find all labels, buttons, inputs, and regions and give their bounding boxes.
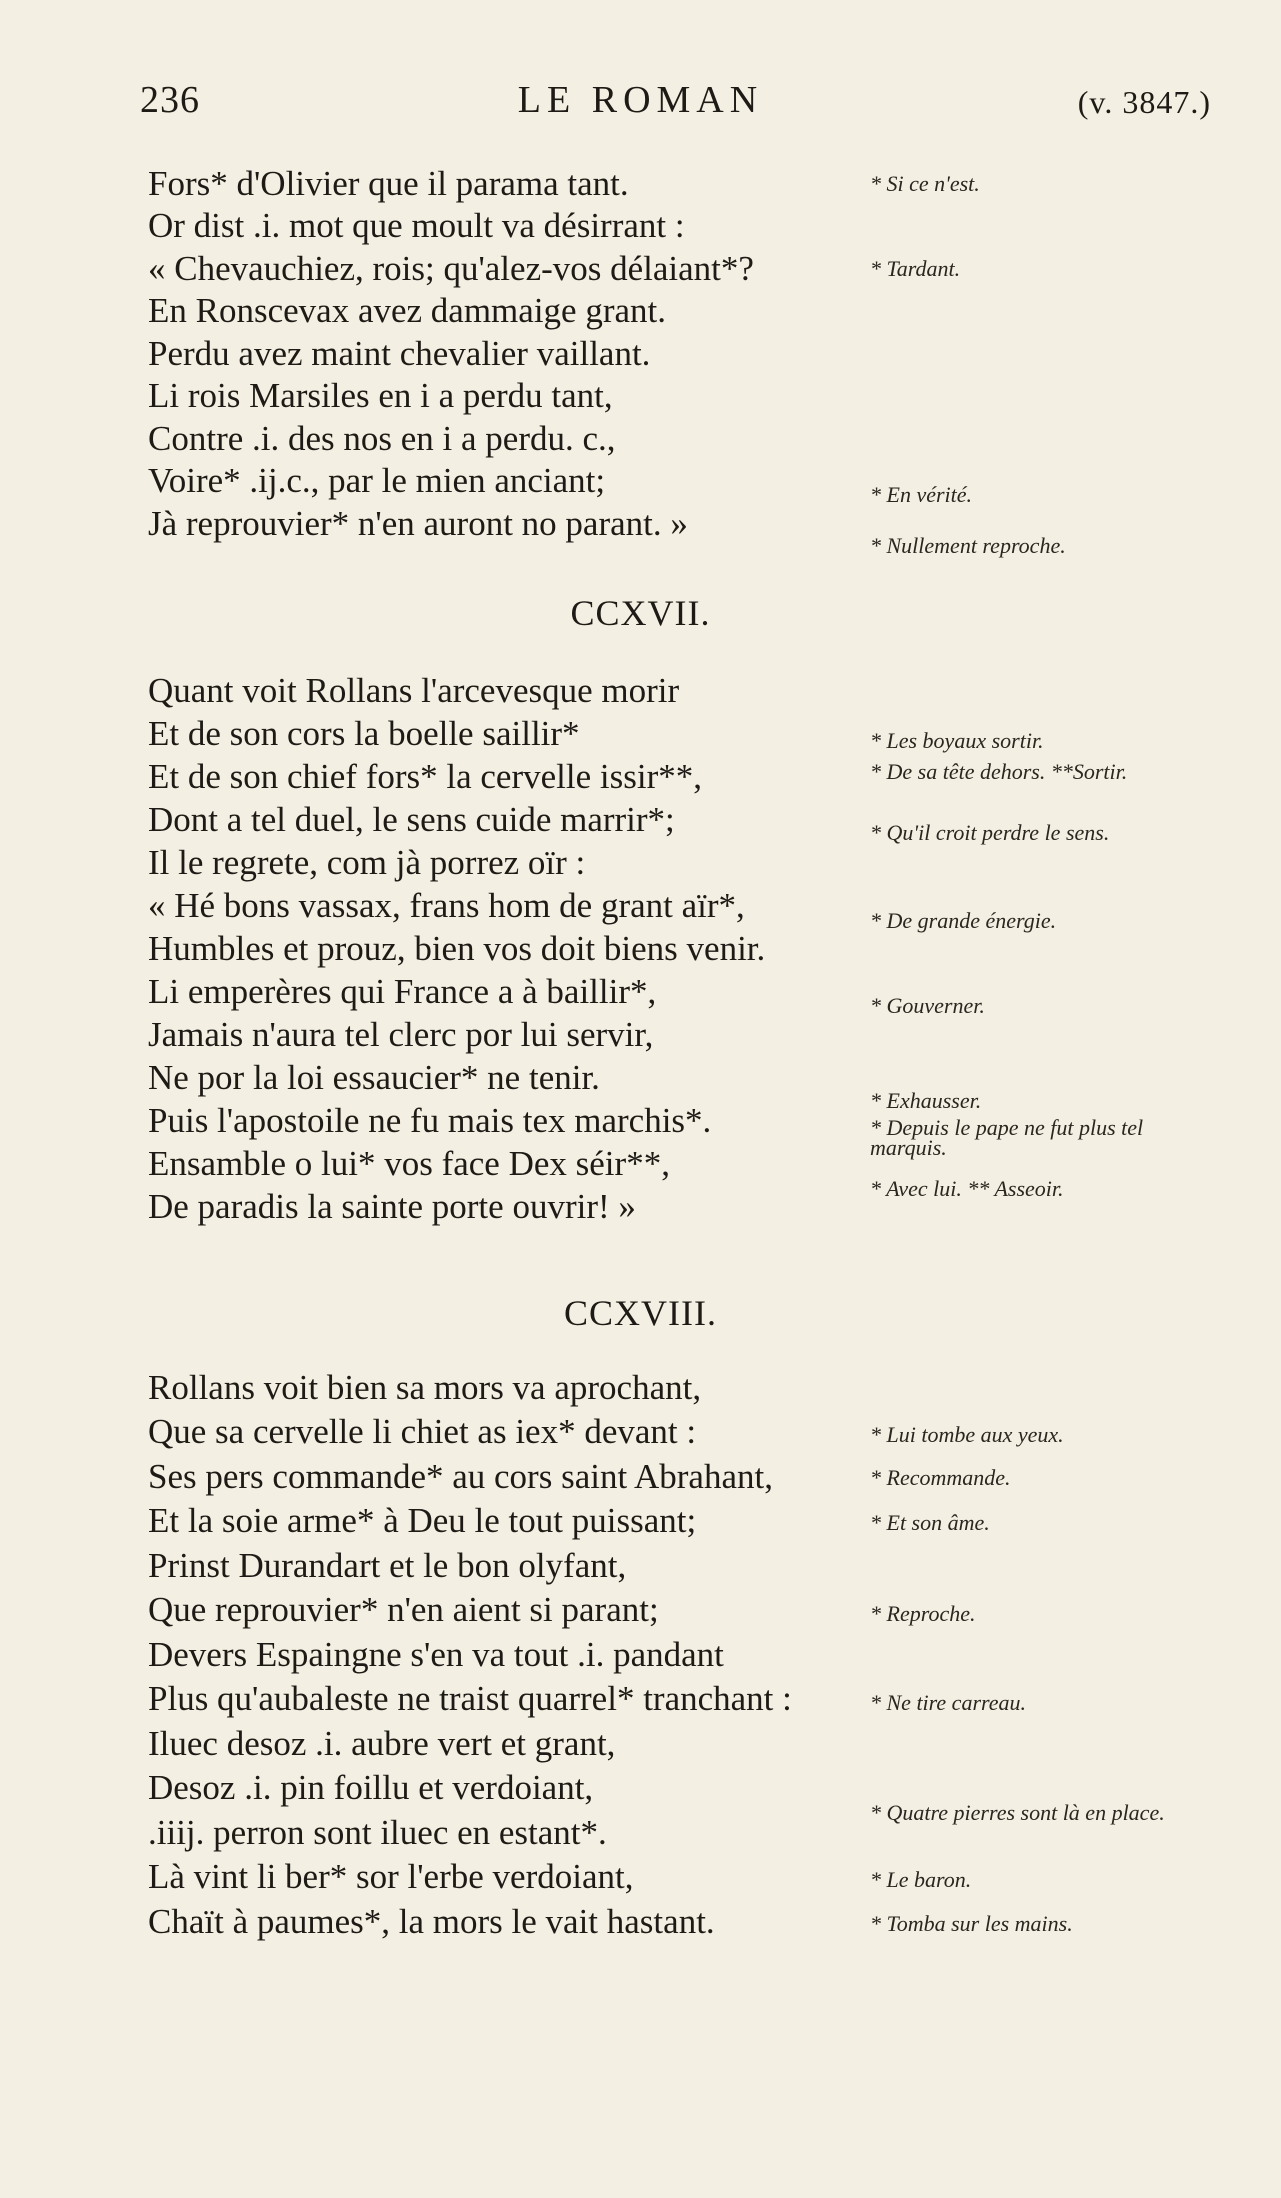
margin-note: * Reproche. (870, 1601, 976, 1626)
verse-line: Que sa cervelle li chiet as iex* devant : (148, 1412, 697, 1451)
margin-note: * Ne tire carreau. (870, 1690, 1027, 1715)
margin-note: * Et son âme. (870, 1510, 990, 1535)
verse-line: Chaït à paumes*, la mors le vait hastant. (148, 1902, 715, 1941)
verse-line: De paradis la sainte porte ouvrir! » (148, 1187, 636, 1226)
verse-line: Puis l'apostoile ne fu mais tex marchis*. (148, 1101, 712, 1140)
margin-note: * Qu'il croit perdre le sens. (870, 820, 1110, 845)
margin-note: * Depuis le pape ne fut plus tel marquis. (870, 1115, 1144, 1160)
margin-note: * Lui tombe aux yeux. (870, 1422, 1064, 1447)
verse-line: Devers Espaingne s'en va tout .i. pandant (148, 1635, 724, 1674)
verse-line: Et de son cors la boelle saillir* (148, 714, 580, 753)
verse-line: Fors* d'Olivier que il parama tant. (148, 164, 629, 203)
verse-line: Li emperères qui France a à baillir*, (148, 972, 657, 1011)
margin-note: * Tardant. (870, 256, 961, 281)
verse-line: Il le regrete, com jà porrez oïr : (148, 843, 586, 882)
verse-line: Prinst Durandart et le bon olyfant, (148, 1546, 627, 1585)
margin-note: * Nullement reproche. (870, 533, 1066, 558)
margin-note: * Si ce n'est. (870, 171, 980, 196)
verse-line: Ensamble o lui* vos face Dex séir**, (148, 1144, 670, 1183)
verse-reference: (v. 3847.) (1077, 84, 1211, 120)
verse-line: Desoz .i. pin foillu et verdoiant, (148, 1768, 594, 1807)
section-heading: CCXVIII. (564, 1293, 717, 1333)
margin-note: * En vérité. (870, 482, 973, 507)
verse-line: Li rois Marsiles en i a perdu tant, (148, 376, 613, 415)
margin-note: * Exhausser. (870, 1088, 982, 1113)
margin-note: * De grande énergie. (870, 908, 1057, 933)
verse-line: Humbles et prouz, bien vos doit biens venir. (148, 929, 766, 968)
page-number: 236 (140, 79, 200, 121)
verse-line: .iiij. perron sont iluec en estant*. (148, 1813, 607, 1852)
verse-line: Jamais n'aura tel clerc por lui servir, (148, 1015, 654, 1054)
running-title: LE ROMAN (517, 79, 764, 121)
verse-line: Rollans voit bien sa mors va aprochant, (148, 1368, 702, 1407)
verse-line: Là vint li ber* sor l'erbe verdoiant, (148, 1857, 634, 1896)
verse-line: Et de son chief fors* la cervelle issir**, (148, 757, 702, 796)
margin-note: * Recommande. (870, 1465, 1011, 1490)
margin-note: * Tomba sur les mains. (870, 1911, 1073, 1936)
section-heading: CCXVII. (570, 593, 711, 633)
verse-line: En Ronscevax avez dammaige grant. (148, 291, 666, 330)
margin-note: * Quatre pierres sont là en place. (870, 1800, 1165, 1825)
verse-line: Quant voit Rollans l'arcevesque morir (148, 671, 680, 710)
margin-note: * Gouverner. (870, 993, 985, 1018)
verse-line: Ne por la loi essaucier* ne tenir. (148, 1058, 600, 1097)
verse-line: Or dist .i. mot que moult va désirrant : (148, 206, 685, 245)
verse-line: Voire* .ij.c., par le mien anciant; (148, 461, 606, 500)
margin-note: * De sa tête dehors. **Sortir. (870, 759, 1128, 784)
verse-line: Que reprouvier* n'en aient si parant; (148, 1590, 659, 1629)
margin-note: * Le baron. (870, 1867, 972, 1892)
verse-line: Jà reprouvier* n'en auront no parant. » (148, 504, 688, 543)
verse-line: Dont a tel duel, le sens cuide marrir*; (148, 800, 675, 839)
verse-line: Perdu avez maint chevalier vaillant. (148, 334, 651, 373)
verse-line: « Hé bons vassax, frans hom de grant aïr*, (148, 886, 745, 925)
verse-line: Plus qu'aubaleste ne traist quarrel* tranchant : (148, 1679, 792, 1718)
verse-line: « Chevauchiez, rois; qu'alez-vos délaiant*? (148, 249, 754, 288)
verse-line: Ses pers commande* au cors saint Abrahant, (148, 1457, 773, 1496)
verse-line: Contre .i. des nos en i a perdu. c., (148, 419, 616, 458)
verse-line: Et la soie arme* à Deu le tout puissant; (148, 1501, 697, 1540)
margin-note: * Avec lui. ** Asseoir. (870, 1176, 1064, 1201)
margin-note: * Les boyaux sortir. (870, 728, 1044, 753)
verse-line: Iluec desoz .i. aubre vert et grant, (148, 1724, 616, 1763)
